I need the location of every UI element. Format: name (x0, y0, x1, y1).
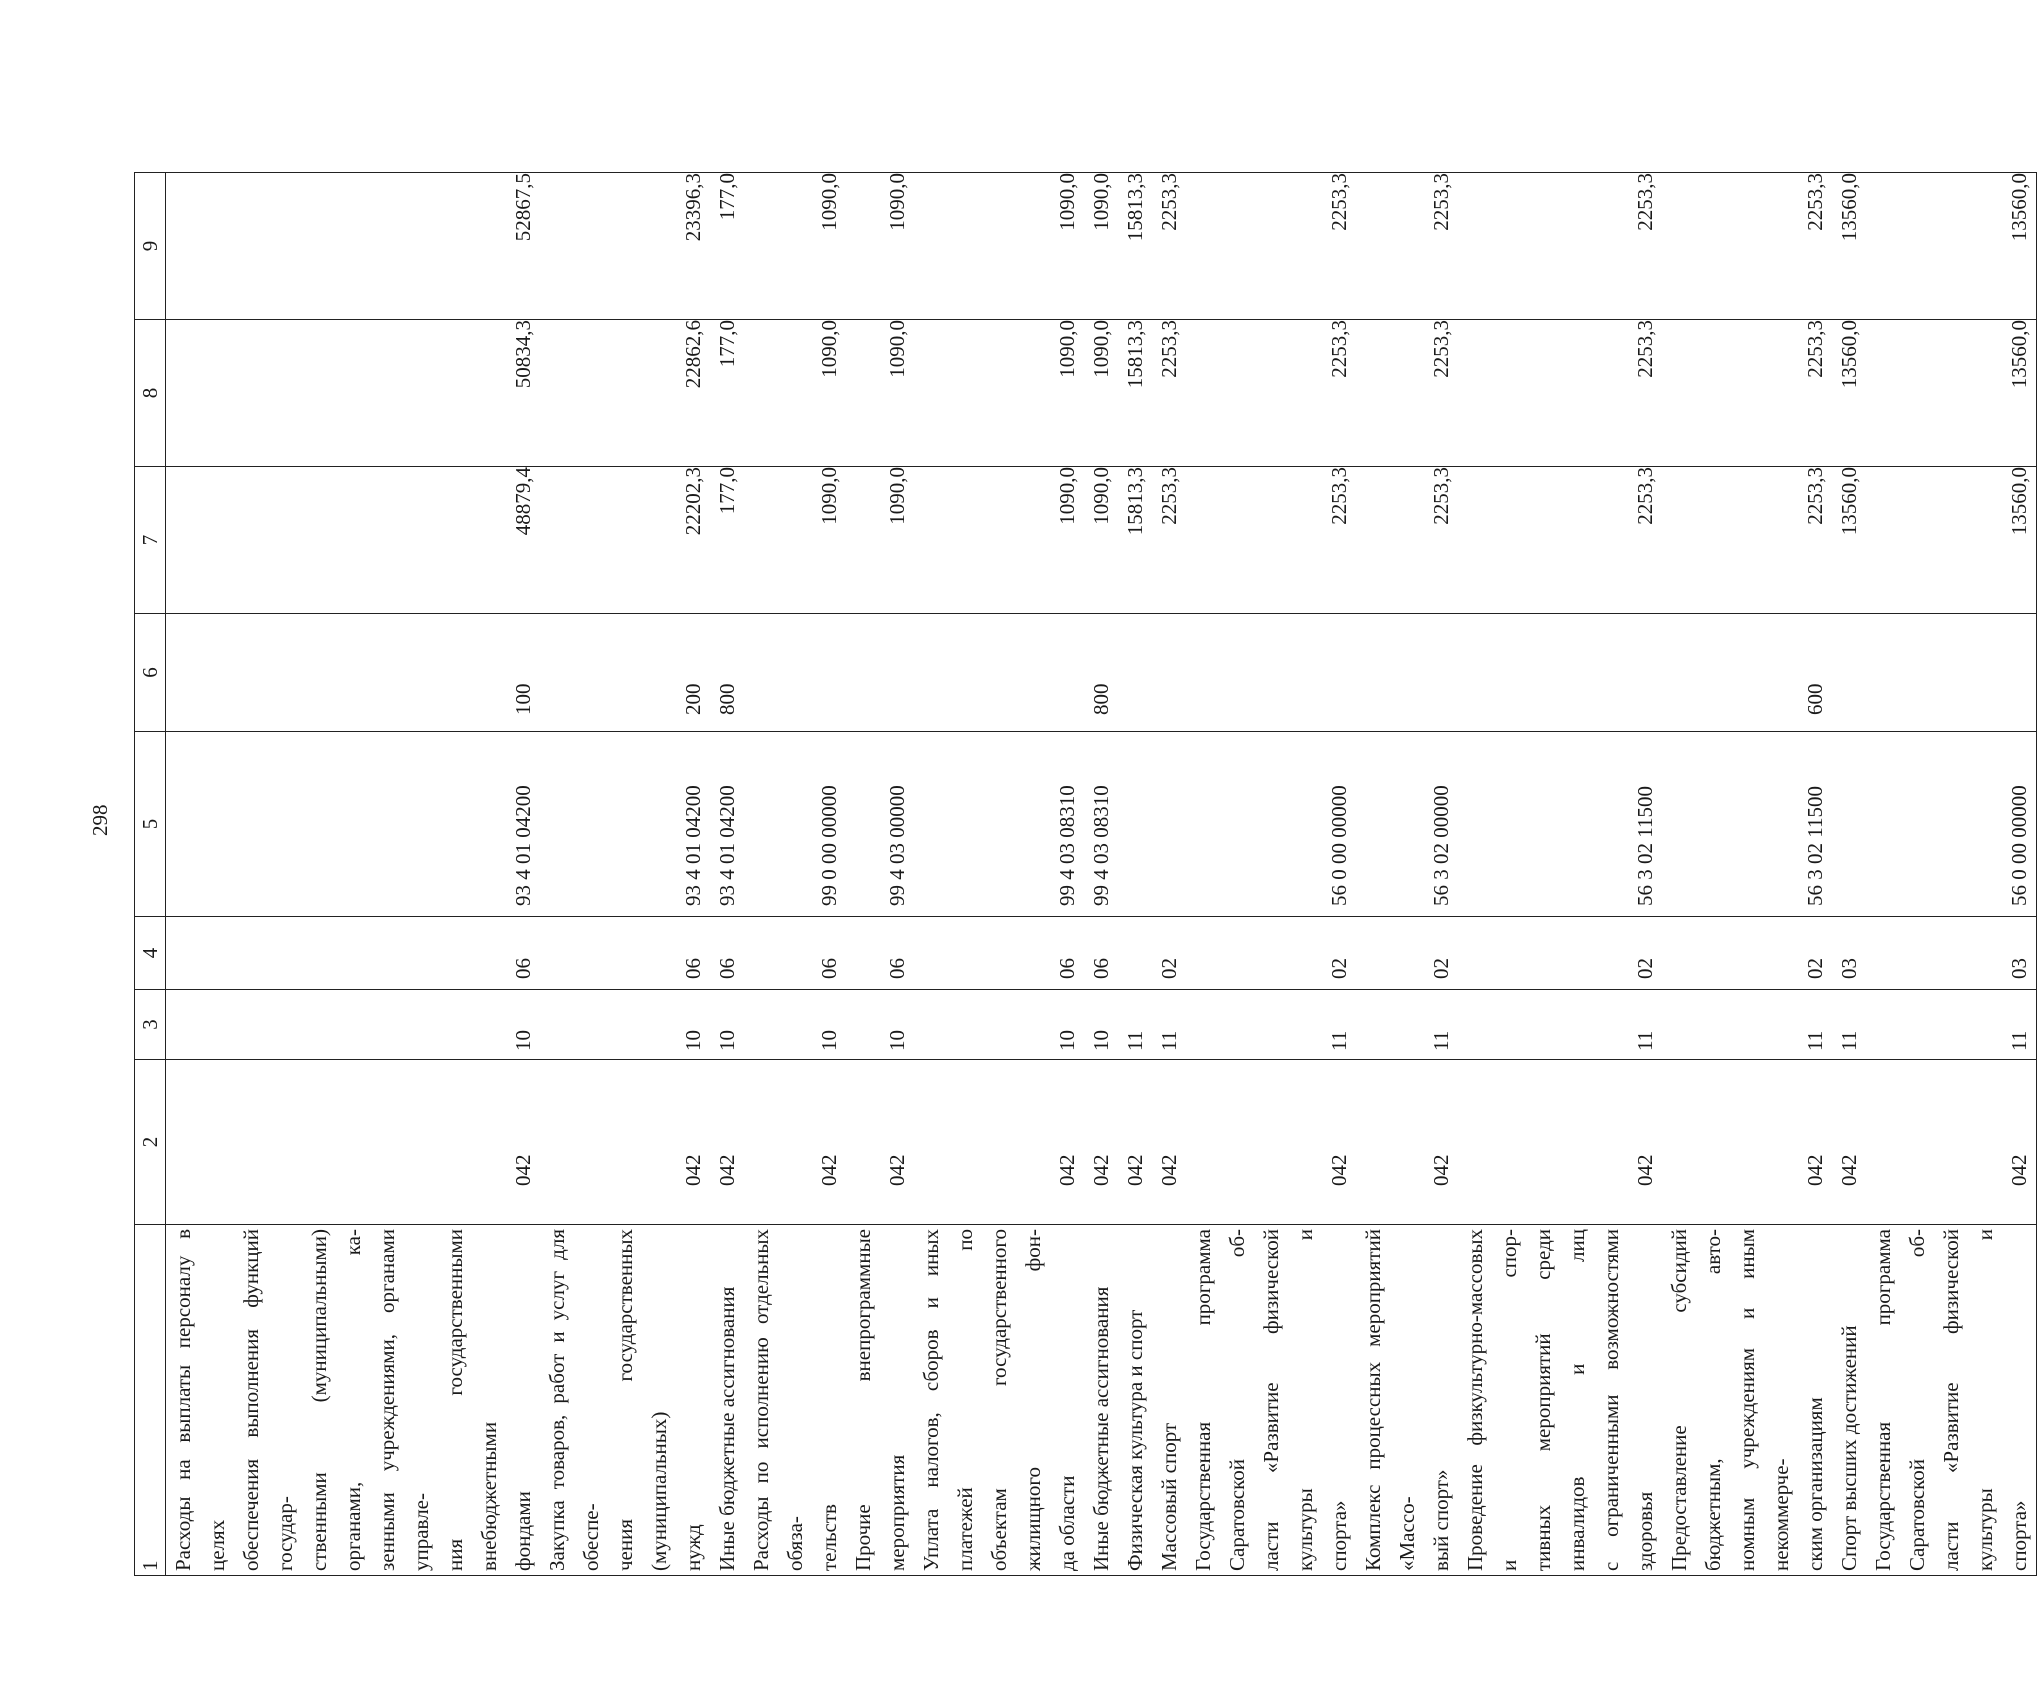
cell-c4: 06 (1084, 917, 1118, 990)
cell-c4: 06 (846, 917, 914, 990)
table-row (710, 173, 744, 1576)
cell-c7: 13560,0 (1832, 467, 1866, 614)
cell-c8: 1090,0 (744, 320, 846, 467)
row-name-line: Проведение физкультурно-массовых и спор- (1463, 1229, 1521, 1571)
row-name-line: нужд (681, 1524, 705, 1571)
cell-c7: 1090,0 (846, 467, 914, 614)
table-row (1866, 173, 2037, 1576)
cell-c6: 200 (540, 614, 710, 732)
cell-c3: 10 (166, 990, 541, 1060)
cell-c5: 99 4 03 08310 (914, 732, 1084, 917)
table-row (846, 173, 914, 1576)
cell-c7: 13560,0 (1866, 467, 2037, 614)
row-name-line: ственными (муниципальными) органами, ка- (307, 1229, 365, 1571)
row-name-cell (1458, 1225, 1662, 1576)
row-name-cell (166, 1225, 541, 1576)
cell-c4: 03 (1832, 917, 1866, 990)
table-row (166, 173, 541, 1576)
row-name-line: обеспечения выполнения функций государ- (239, 1229, 297, 1571)
cell-c5: 93 4 01 04200 (710, 732, 744, 917)
cell-c8: 2253,3 (1662, 320, 1832, 467)
table-row (914, 173, 1084, 1576)
cell-c2: 042 (1832, 1060, 1866, 1225)
cell-c9: 2253,3 (1152, 173, 1186, 320)
cell-c6: 100 (166, 614, 541, 732)
cell-c6 (1866, 614, 2037, 732)
cell-c6 (1186, 614, 1356, 732)
row-name-line: ния государственными внебюджетными (443, 1229, 501, 1571)
cell-c5 (1152, 732, 1186, 917)
cell-c7: 2253,3 (1186, 467, 1356, 614)
cell-c4: 02 (1152, 917, 1186, 990)
cell-c5: 56 0 00 00000 (1866, 732, 2037, 917)
cell-c6 (846, 614, 914, 732)
cell-c3: 10 (846, 990, 914, 1060)
header-col-9: 9 (135, 173, 166, 320)
row-name-cell (1866, 1225, 2037, 1576)
cell-c8: 2253,3 (1356, 320, 1458, 467)
cell-c8: 2253,3 (1186, 320, 1356, 467)
table-row (1458, 173, 1662, 1576)
cell-c2: 042 (540, 1060, 710, 1225)
cell-c7: 1090,0 (914, 467, 1084, 614)
row-name-line: номным учреждениям и иным некоммерче- (1735, 1229, 1793, 1571)
cell-c7: 1090,0 (744, 467, 846, 614)
cell-c2: 042 (1152, 1060, 1186, 1225)
cell-c7: 15813,3 (1118, 467, 1152, 614)
cell-c2: 042 (744, 1060, 846, 1225)
cell-c3: 11 (1186, 990, 1356, 1060)
cell-c5 (1832, 732, 1866, 917)
header-col-5: 5 (135, 732, 166, 917)
cell-c2: 042 (1866, 1060, 2037, 1225)
cell-c6 (1356, 614, 1458, 732)
cell-c2: 042 (914, 1060, 1084, 1225)
header-row (135, 173, 166, 1576)
cell-c9: 2253,3 (1186, 173, 1356, 320)
cell-c7: 2253,3 (1662, 467, 1832, 614)
cell-c3: 11 (1356, 990, 1458, 1060)
cell-c7: 2253,3 (1152, 467, 1186, 614)
row-name-line: ским организациям (1803, 1397, 1827, 1571)
cell-c8: 15813,3 (1118, 320, 1152, 467)
header-col-3: 3 (135, 990, 166, 1060)
row-name-cell (1152, 1225, 1186, 1576)
table-row (1118, 173, 1152, 1576)
row-name-cell (1186, 1225, 1356, 1576)
row-name-line: ласти «Развитие физической культуры и (1259, 1229, 1317, 1571)
cell-c8: 50834,3 (166, 320, 541, 467)
cell-c4: 02 (1356, 917, 1458, 990)
cell-c7: 22202,3 (540, 467, 710, 614)
cell-c7: 177,0 (710, 467, 744, 614)
cell-c6 (1118, 614, 1152, 732)
table-row (1356, 173, 1458, 1576)
row-name-cell (1662, 1225, 1832, 1576)
cell-c9: 15813,3 (1118, 173, 1152, 320)
cell-c3: 11 (1118, 990, 1152, 1060)
cell-c4: 06 (744, 917, 846, 990)
cell-c3: 10 (540, 990, 710, 1060)
row-name-cell (1118, 1225, 1152, 1576)
cell-c9: 52867,5 (166, 173, 541, 320)
row-name-line: Уплата налогов, сборов и иных платежей по (919, 1229, 977, 1571)
cell-c8: 1090,0 (914, 320, 1084, 467)
row-name-line: фондами (511, 1491, 535, 1571)
row-name-line: да области (1055, 1475, 1079, 1571)
cell-c4: 02 (1458, 917, 1662, 990)
row-name-cell (1084, 1225, 1118, 1576)
cell-c5: 56 0 00 00000 (1186, 732, 1356, 917)
cell-c8: 2253,3 (1152, 320, 1186, 467)
row-name-line: вый спорт» (1429, 1469, 1453, 1571)
cell-c6 (914, 614, 1084, 732)
table-row (1152, 173, 1186, 1576)
page-number: 298 (88, 804, 112, 836)
cell-c6: 800 (710, 614, 744, 732)
table-row (1662, 173, 1832, 1576)
cell-c2: 042 (1186, 1060, 1356, 1225)
row-name-line: Прочие внепрограммные мероприятия (851, 1229, 909, 1571)
cell-c9: 1090,0 (1084, 173, 1118, 320)
cell-c7: 2253,3 (1356, 467, 1458, 614)
row-name-cell (710, 1225, 744, 1576)
row-name-line: тельств (817, 1504, 841, 1571)
table-row (540, 173, 710, 1576)
cell-c7: 1090,0 (1084, 467, 1118, 614)
cell-c6 (1152, 614, 1186, 732)
row-name-line: Расходы по исполнению отдельных обяза- (749, 1229, 807, 1571)
cell-c3: 11 (1832, 990, 1866, 1060)
cell-c6: 600 (1662, 614, 1832, 732)
row-name-line: Иные бюджетные ассигнования (1089, 1286, 1113, 1571)
cell-c4: 06 (540, 917, 710, 990)
cell-c9: 2253,3 (1356, 173, 1458, 320)
cell-c4: 06 (914, 917, 1084, 990)
header-col-2: 2 (135, 1060, 166, 1225)
row-name-line: тивных мероприятий среди инвалидов и лиц (1531, 1229, 1589, 1571)
row-name-line: объектам государственного жилищного фон- (987, 1229, 1045, 1571)
row-name-cell (540, 1225, 710, 1576)
row-name-line: Закупка товаров, работ и услуг для обеспе- (545, 1229, 603, 1571)
cell-c2: 042 (1662, 1060, 1832, 1225)
cell-c6 (744, 614, 846, 732)
rotated-page (134, 62, 2031, 1576)
row-name-line: Государственная программа Саратовской об- (1871, 1229, 1929, 1571)
row-name-cell (1832, 1225, 1866, 1576)
row-name-line: Массовый спорт (1157, 1422, 1181, 1571)
cell-c5: 99 4 03 08310 (1084, 732, 1118, 917)
row-name-cell (744, 1225, 846, 1576)
cell-c9: 13560,0 (1832, 173, 1866, 320)
table-row (1832, 173, 1866, 1576)
row-name-line: спорта» (2007, 1500, 2031, 1571)
header-col-6: 6 (135, 614, 166, 732)
cell-c3: 10 (1084, 990, 1118, 1060)
cell-c2: 042 (1118, 1060, 1152, 1225)
cell-c2: 042 (846, 1060, 914, 1225)
cell-c5: 56 3 02 00000 (1356, 732, 1458, 917)
cell-c9: 23396,3 (540, 173, 710, 320)
row-name-line: Расходы на выплаты персоналу в целях (171, 1229, 229, 1571)
cell-c8: 1090,0 (1084, 320, 1118, 467)
row-name-line: Комплекс процессных мероприятий «Массо- (1361, 1229, 1419, 1571)
cell-c2: 042 (1356, 1060, 1458, 1225)
row-name-line: ласти «Развитие физической культуры и (1939, 1229, 1997, 1571)
table-row (1084, 173, 1118, 1576)
cell-c5: 56 3 02 11500 (1662, 732, 1832, 917)
cell-c3: 11 (1866, 990, 2037, 1060)
cell-c3: 10 (744, 990, 846, 1060)
row-name-line: Физическая культура и спорт (1123, 1309, 1147, 1571)
cell-c5: 56 3 02 11500 (1458, 732, 1662, 917)
cell-c4: 06 (710, 917, 744, 990)
row-name-line: с ограниченными возможностями здоровья (1599, 1229, 1657, 1571)
cell-c9: 1090,0 (744, 173, 846, 320)
row-name-line: Предоставление субсидий бюджетным, авто- (1667, 1229, 1725, 1571)
cell-c5: 93 4 01 04200 (540, 732, 710, 917)
cell-c3: 10 (914, 990, 1084, 1060)
table-row (744, 173, 846, 1576)
table-body (166, 173, 2037, 1576)
header-col-1: 1 (135, 1225, 166, 1576)
cell-c3: 10 (710, 990, 744, 1060)
cell-c9: 2253,3 (1458, 173, 1662, 320)
cell-c7: 48879,4 (166, 467, 541, 614)
cell-c8: 13560,0 (1866, 320, 2037, 467)
cell-c2: 042 (1084, 1060, 1118, 1225)
cell-c4: 02 (1186, 917, 1356, 990)
cell-c6 (1832, 614, 1866, 732)
cell-c9: 177,0 (710, 173, 744, 320)
cell-c3: 11 (1458, 990, 1662, 1060)
header-col-8: 8 (135, 320, 166, 467)
table-row (1186, 173, 1356, 1576)
cell-c8: 22862,6 (540, 320, 710, 467)
row-name-cell (846, 1225, 914, 1576)
row-name-line: Иные бюджетные ассигнования (715, 1286, 739, 1571)
cell-c3: 11 (1152, 990, 1186, 1060)
cell-c2: 042 (710, 1060, 744, 1225)
header-col-7: 7 (135, 467, 166, 614)
cell-c5: 99 0 00 00000 (744, 732, 846, 917)
cell-c4: 03 (1866, 917, 2037, 990)
cell-c2: 042 (1458, 1060, 1662, 1225)
cell-c9: 1090,0 (846, 173, 914, 320)
cell-c5: 93 4 01 04200 (166, 732, 541, 917)
row-name-cell (1356, 1225, 1458, 1576)
header-col-4: 4 (135, 917, 166, 990)
row-name-line: чения государственных (муниципальных) (613, 1229, 671, 1571)
cell-c4: 06 (166, 917, 541, 990)
cell-c4 (1118, 917, 1152, 990)
row-name-cell (914, 1225, 1084, 1576)
row-name-line: Спорт высших достижений (1837, 1325, 1861, 1571)
cell-c9: 13560,0 (1866, 173, 2037, 320)
cell-c8: 1090,0 (846, 320, 914, 467)
row-name-line: Государственная программа Саратовской об- (1191, 1229, 1249, 1571)
cell-c6: 800 (1084, 614, 1118, 732)
cell-c6 (1458, 614, 1662, 732)
cell-c2: 042 (166, 1060, 541, 1225)
cell-c8: 2253,3 (1458, 320, 1662, 467)
cell-c8: 13560,0 (1832, 320, 1866, 467)
cell-c7: 2253,3 (1458, 467, 1662, 614)
cell-c3: 11 (1662, 990, 1832, 1060)
cell-c9: 2253,3 (1662, 173, 1832, 320)
cell-c5: 99 4 03 00000 (846, 732, 914, 917)
row-name-line: зенными учреждениями, органами управле- (375, 1229, 433, 1571)
cell-c9: 1090,0 (914, 173, 1084, 320)
cell-c5 (1118, 732, 1152, 917)
row-name-line: спорта» (1327, 1500, 1351, 1571)
budget-table (134, 172, 2037, 1576)
cell-c8: 177,0 (710, 320, 744, 467)
cell-c4: 02 (1662, 917, 1832, 990)
